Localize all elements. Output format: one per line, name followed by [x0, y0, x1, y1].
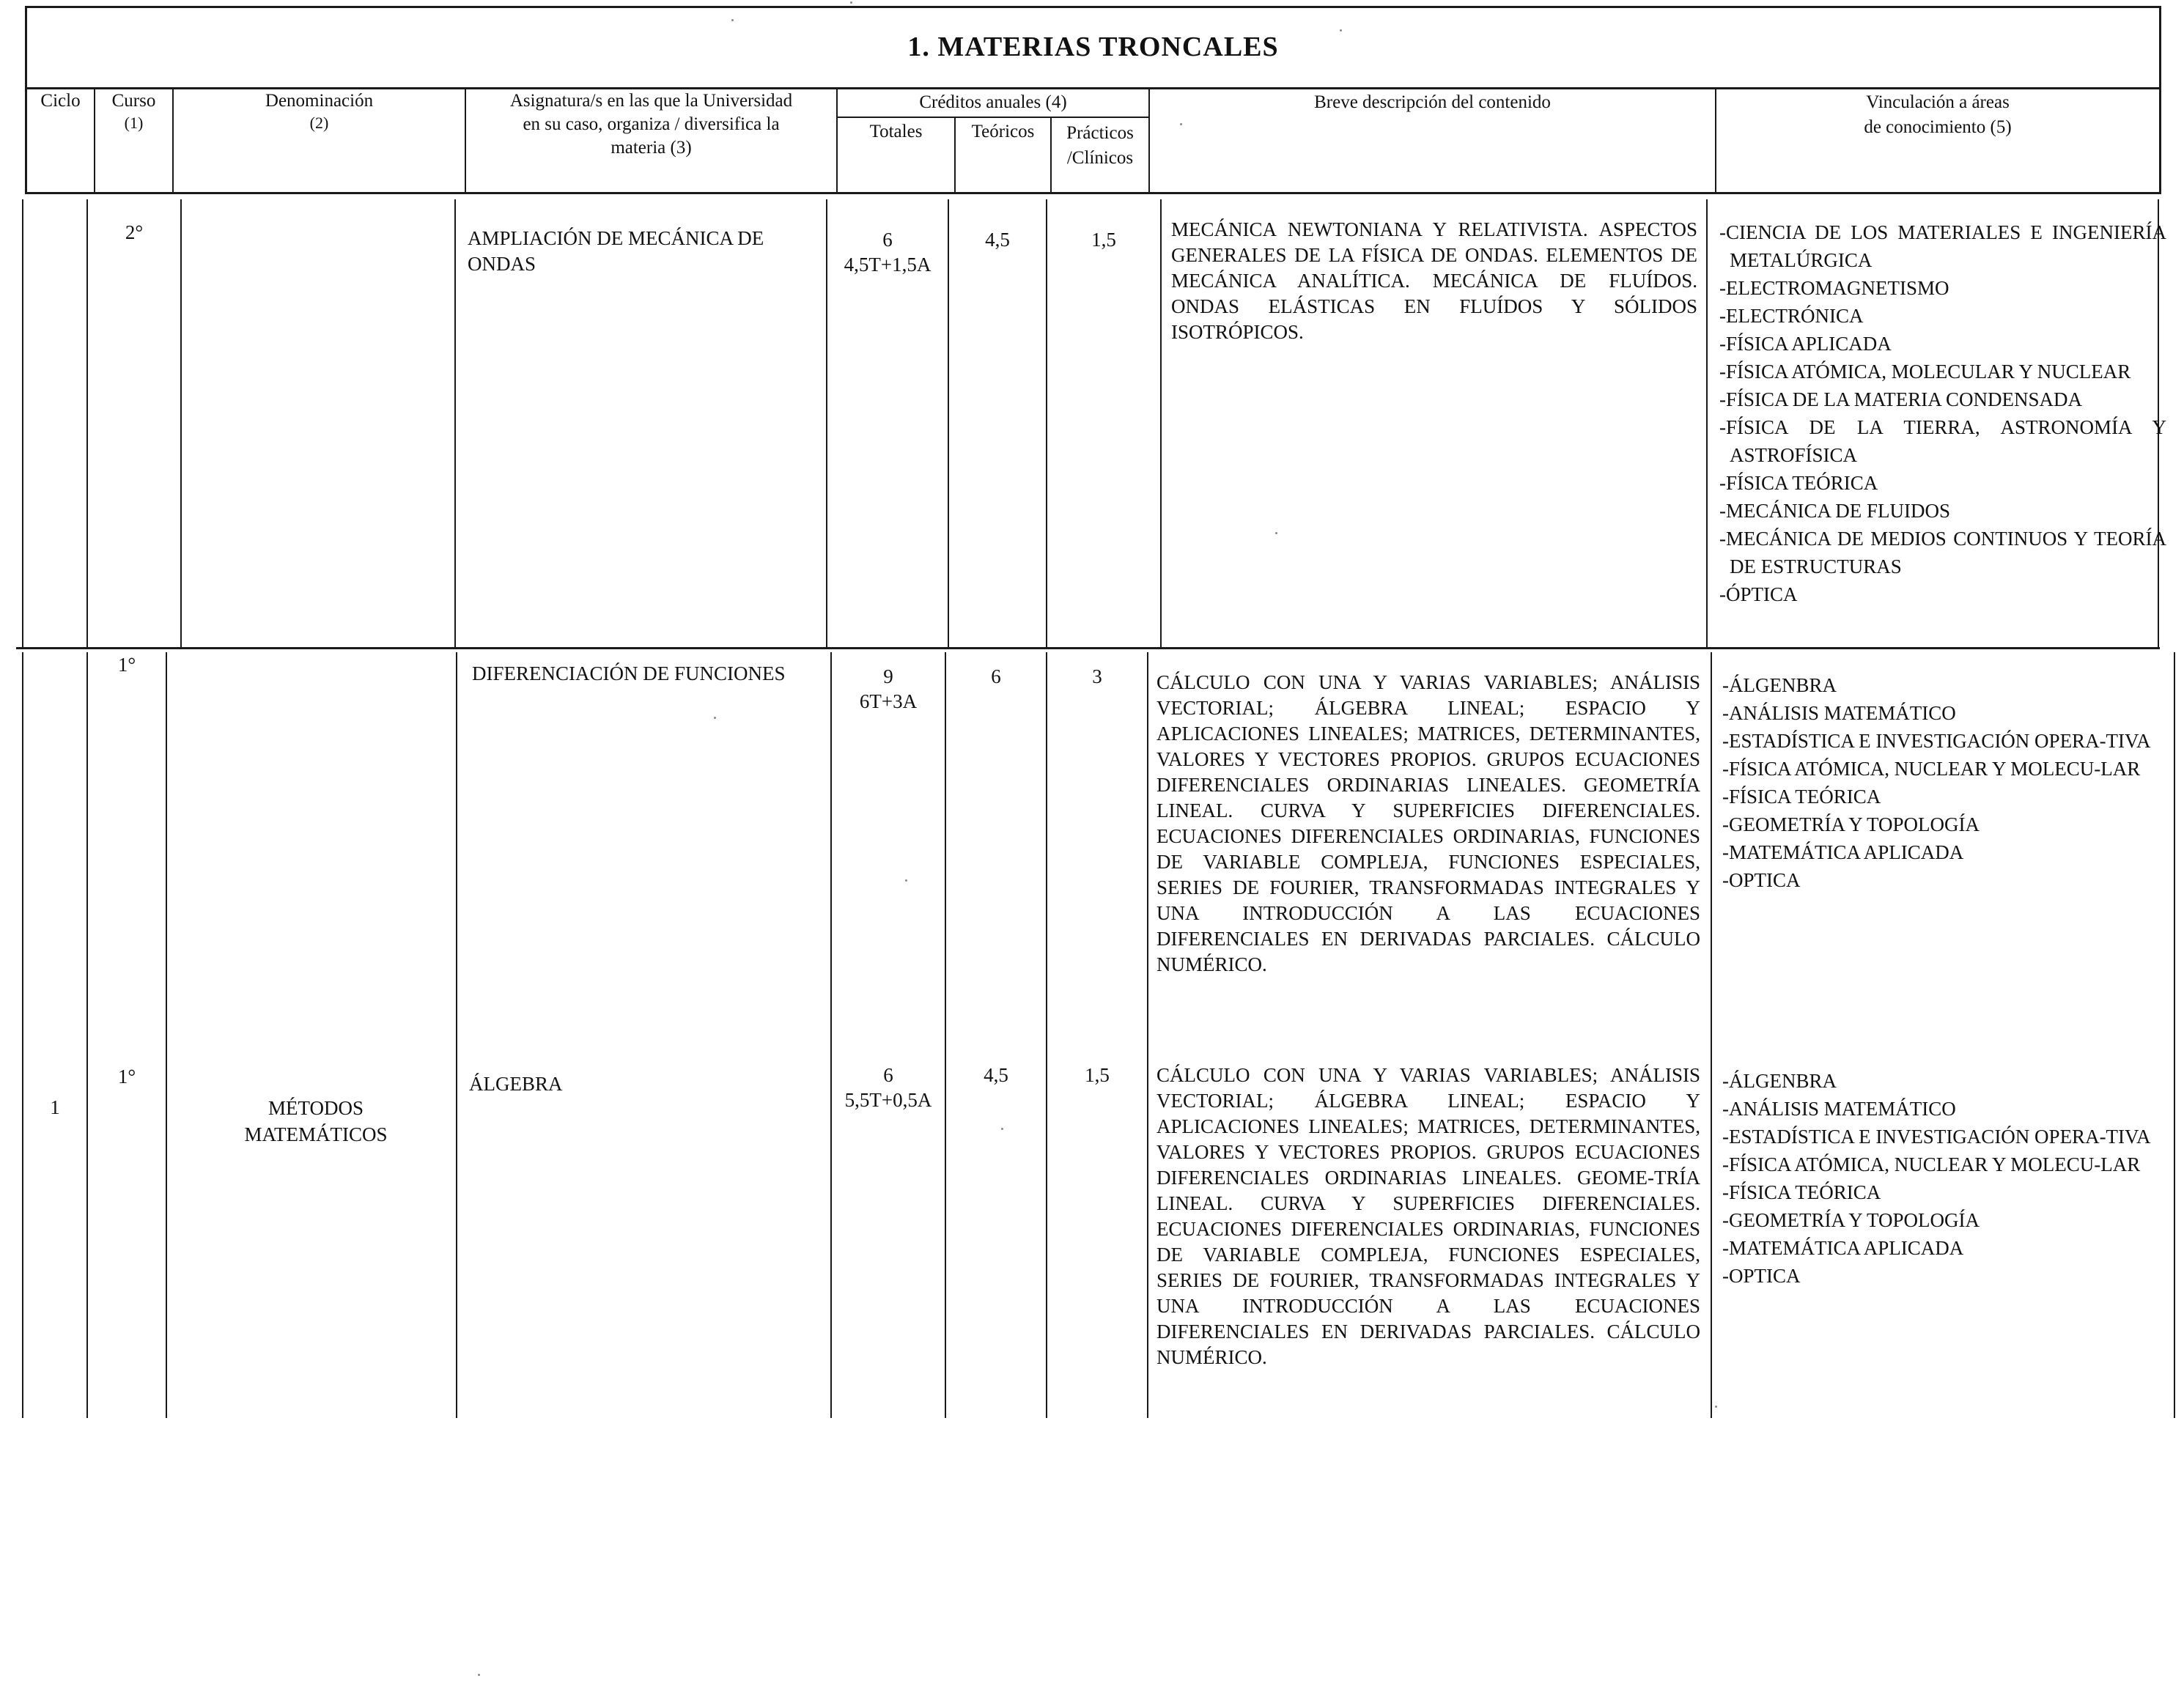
asignatura-cell: AMPLIACIÓN DE MECÁNICA DE ONDAS [468, 227, 764, 275]
area-item: -FÍSICA TEÓRICA [1722, 1181, 1881, 1203]
area-item: -ESTADÍSTICA E INVESTIGACIÓN OPERA-TIVA [1722, 1126, 2151, 1148]
area-item: -MATEMÁTICA APLICADA [1722, 841, 1964, 863]
areas-list [1719, 218, 2166, 608]
ciclo-cell: 1 [50, 1096, 60, 1118]
area-item: -MECÁNICA DE MEDIOS CONTINUOS Y TEORÍA DE ESTRUCTURAS [1719, 528, 2166, 577]
totales-cell: 6 [882, 229, 893, 251]
area-item: -ANÁLISIS MATEMÁTICO [1722, 1098, 1956, 1120]
denominacion-cell: MÉTODOS MATEMÁTICOS [244, 1097, 388, 1145]
header-totales: Totales [869, 122, 923, 141]
area-item: -ELECTRÓNICA [1719, 305, 1864, 327]
page-title: 1. MATERIAS TRONCALES [907, 32, 1279, 62]
curso-cell: 2° [125, 221, 144, 243]
area-item: -GEOMETRÍA Y TOPOLOGÍA [1722, 813, 1980, 835]
header-denominacion-note: (2) [309, 114, 329, 132]
header-asignatura-line2: en su caso, organiza / diversifica la [523, 114, 780, 134]
area-item: -FÍSICA TEÓRICA [1722, 786, 1881, 808]
curso-cell: 1° [117, 654, 136, 676]
descripcion-cell: MECÁNICA NEWTONIANA Y RELATIVISTA. ASPECTOS GENERALES DE LA FÍSICA DE ONDAS. ELEMENTOS DE MECÁNICA ANALÍTICA. MECÁNICA DE FLUÍDOS. ONDAS ELÁSTICAS EN FLUÍDOS Y SÓLIDOS ISOTRÓPICOS. [1171, 218, 1697, 343]
practicos-cell: 1,5 [1091, 229, 1116, 251]
area-item: -FÍSICA ATÓMICA, MOLECULAR Y NUCLEAR [1719, 361, 2131, 383]
area-item: -FÍSICA DE LA TIERRA, ASTRONOMÍA Y ASTROFÍSICA [1719, 416, 2166, 466]
practicos-cell: 3 [1092, 665, 1102, 687]
totales-split-cell: 5,5T+0,5A [844, 1089, 932, 1111]
area-item: -ÁLGENBRA [1722, 1070, 1837, 1092]
area-item: -ÁLGENBRA [1722, 674, 1837, 696]
practicos-cell: 1,5 [1085, 1064, 1110, 1086]
area-item: -FÍSICA APLICADA [1719, 333, 1892, 355]
header-creditos: Créditos anuales (4) [919, 92, 1067, 112]
header-vinculacion-line2: de conocimiento (5) [1864, 117, 2012, 137]
totales-split-cell: 6T+3A [859, 690, 918, 712]
header-curso: Curso [111, 91, 156, 111]
area-item: -OPTICA [1722, 869, 1801, 891]
descripcion-cell: CÁLCULO CON UNA Y VARIAS VARIABLES; ANÁLISIS VECTORIAL; ÁLGEBRA LINEAL; ESPACIO Y APLICACIONES LINEALES; MATRICES, DETERMINANTES, VALORES Y VECTORES PROPIOS. GRUPOS ECUACIONES DIFERENCIALES ORDINARIAS LINEALES. GEOMETRÍA LINEAL. CURVA Y SUPERFICIES DIFERENCIALES. ECUACIONES DIFERENCIALES ORDINARIAS, FUNCIONES DE VARIABLE COMPLEJA, FUNCIONES ESPECIALES, SERIES DE FOURIER, TRANSFORMADAS INTEGRALES Y UNA INTRODUCCIÓN A LAS ECUACIONES DIFERENCIALES EN DERIVADAS PARCIALES. CÁLCULO NUMÉRICO. [1156, 671, 1700, 975]
area-item: -FÍSICA ATÓMICA, NUCLEAR Y MOLECU-LAR [1722, 1153, 2141, 1175]
header-curso-note: (1) [124, 114, 144, 132]
header-denominacion: Denominación [265, 91, 374, 111]
areas-list [1722, 671, 2156, 894]
area-item: -ESTADÍSTICA E INVESTIGACIÓN OPERA-TIVA [1722, 730, 2151, 752]
area-item: -OPTICA [1722, 1265, 1801, 1287]
asignatura-cell: ÁLGEBRA [469, 1073, 563, 1095]
header-vinculacion-line1: Vinculación a áreas [1866, 92, 2010, 112]
asignatura-cell: DIFERENCIACIÓN DE FUNCIONES [472, 662, 786, 684]
area-item: -FÍSICA DE LA MATERIA CONDENSADA [1719, 388, 2083, 410]
totales-split-cell: 4,5T+1,5A [844, 254, 931, 276]
teoricos-cell: 4,5 [985, 229, 1010, 251]
area-item: -FÍSICA ATÓMICA, NUCLEAR Y MOLECU-LAR [1722, 758, 2141, 780]
area-item: -MATEMÁTICA APLICADA [1722, 1237, 1964, 1259]
totales-cell: 9 [883, 665, 893, 687]
teoricos-cell: 6 [991, 665, 1001, 687]
areas-list [1722, 1067, 2156, 1290]
curso-cell: 1° [117, 1066, 136, 1087]
area-item: -GEOMETRÍA Y TOPOLOGÍA [1722, 1209, 1980, 1231]
area-item: -FÍSICA TEÓRICA [1719, 472, 1878, 494]
header-descripcion: Breve descripción del contenido [1314, 92, 1551, 112]
header-practicos-line2: /Clínicos [1066, 148, 1134, 168]
header-ciclo: Ciclo [40, 91, 81, 111]
header-practicos-line1: Prácticos [1066, 123, 1134, 143]
area-item: -ÓPTICA [1719, 583, 1798, 605]
teoricos-cell: 4,5 [984, 1064, 1008, 1086]
totales-cell: 6 [883, 1064, 893, 1086]
header-teoricos: Teóricos [971, 122, 1035, 141]
area-item: -MECÁNICA DE FLUIDOS [1719, 500, 1951, 522]
area-item: -ELECTROMAGNETISMO [1719, 277, 1949, 299]
descripcion-cell: CÁLCULO CON UNA Y VARIAS VARIABLES; ANÁLISIS VECTORIAL; ÁLGEBRA LINEAL; ESPACIO Y APLICACIONES LINEALES; MATRICES, DETERMINANTES, VALORES Y VECTORES PROPIOS. GRUPOS ECUACIONES DIFERENCIALES ORDINARIAS LINEALES. GEOME-TRÍA LINEAL. CURVA Y SUPERFICIES DIFERENCIALES. ECUACIONES DIFERENCIALES ORDINARIAS, FUNCIONES DE VARIABLE COMPLEJA, FUNCIONES ESPECIALES, SERIES DE FOURIER, TRANSFORMADAS INTEGRALES Y UNA INTRODUCCIÓN A LAS ECUACIONES DIFERENCIALES EN DERIVADAS PARCIALES. CÁLCULO NUMÉRICO. [1156, 1064, 1700, 1368]
header-asignatura-line1: Asignatura/s en las que la Universidad [509, 91, 793, 111]
area-item: -CIENCIA DE LOS MATERIALES E INGENIERÍA METALÚRGICA [1719, 221, 2166, 271]
header-asignatura-line3: materia (3) [610, 138, 692, 158]
area-item: -ANÁLISIS MATEMÁTICO [1722, 702, 1956, 724]
